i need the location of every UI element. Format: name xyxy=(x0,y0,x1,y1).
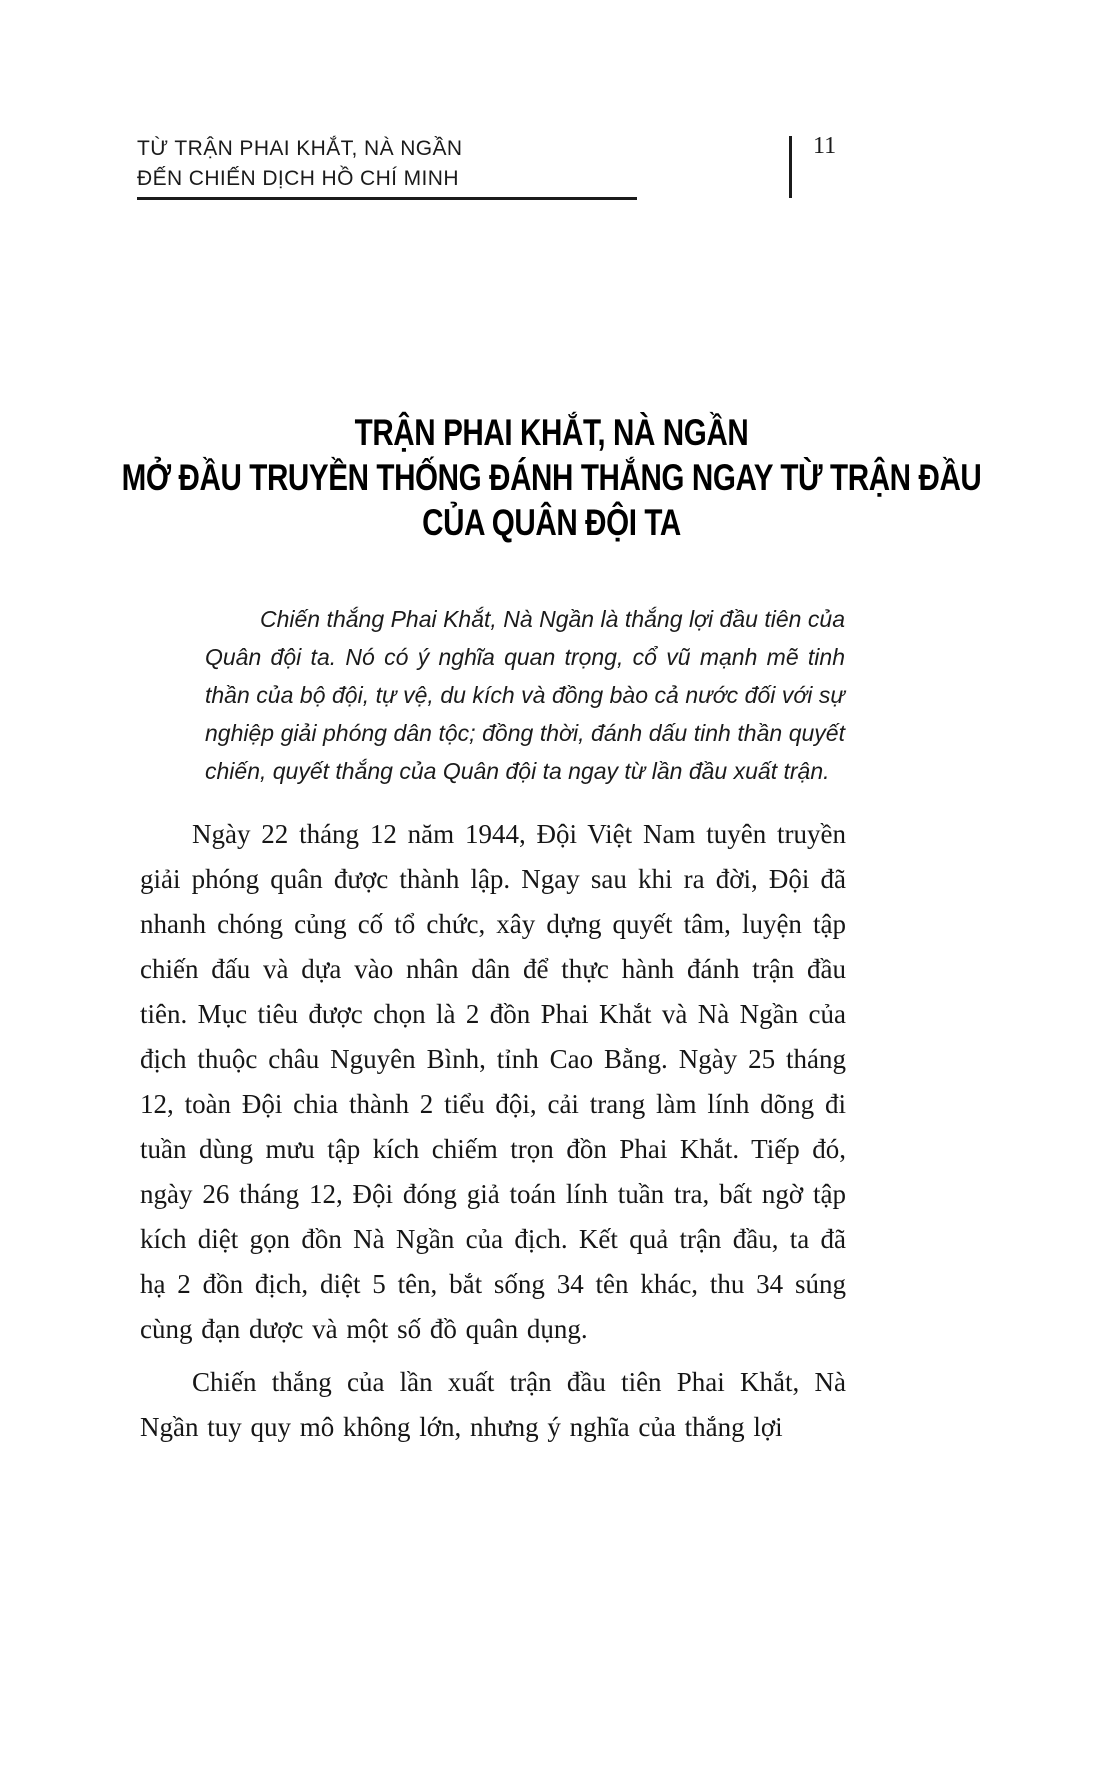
body-text xyxy=(140,812,846,1450)
chapter-title-line-3: CỦA QUÂN ĐỘI TA xyxy=(422,502,681,543)
running-head-line-1: TỪ TRẬN PHAI KHẮT, NÀ NGẦN xyxy=(137,137,463,160)
body-paragraph: Chiến thắng của lần xuất trận đầu tiên Phai Khắt, Nà Ngần tuy quy mô không lớn, nhưng ý nghĩa của thắng lợi xyxy=(140,1367,846,1442)
chapter-title-line-2: MỞ ĐẦU TRUYỀN THỐNG ĐÁNH THẮNG NGAY TỪ TRẬN ĐẦU xyxy=(121,457,982,498)
lead-paragraph: Chiến thắng Phai Khắt, Nà Ngần là thắng lợi đầu tiên của Quân đội ta. Nó có ý nghĩa quan trọng, cổ vũ mạnh mẽ tinh thần của bộ đội, tự vệ, du kích và đồng bào cả nước đối với sự nghiệp giải phóng dân tộc; đồng thời, đánh dấu tinh thần quyết chiến, quyết thắng của Quân đội ta ngay từ lần đầu xuất trận. xyxy=(205,606,845,784)
header-rule xyxy=(137,197,637,200)
running-head-line-2: ĐẾN CHIẾN DỊCH HỒ CHÍ MINH xyxy=(137,167,459,190)
running-head xyxy=(137,134,463,194)
body-paragraph: Ngày 22 tháng 12 năm 1944, Đội Việt Nam tuyên truyền giải phóng quân được thành lập. Ngay sau khi ra đời, Đội đã nhanh chóng củng cố tổ chức, xây dựng quyết tâm, luyện tập chiến đấu và dựa vào nhân dân để thực hành đánh trận đầu tiên. Mục tiêu được chọn là 2 đồn Phai Khắt và Nà Ngần của địch thuộc châu Nguyên Bình, tỉnh Cao Bằng. Ngày 25 tháng 12, toàn Đội chia thành 2 tiểu đội, cải trang làm lính dõng đi tuần dùng mưu tập kích chiếm trọn đồn Phai Khắt. Tiếp đó, ngày 26 tháng 12, Đội đóng giả toán lính tuần tra, bất ngờ tập kích diệt gọn đồn Nà Ngần của địch. Kết quả trận đầu, ta đã hạ 2 đồn địch, diệt 5 tên, bắt sống 34 tên khác, thu 34 súng cùng đạn dược và một số đồ quân dụng. xyxy=(140,819,846,1344)
page-number-separator xyxy=(789,136,792,198)
page-number: 11 xyxy=(813,133,837,159)
chapter-title-line-1: TRẬN PHAI KHẮT, NÀ NGẦN xyxy=(354,412,749,453)
chapter-title xyxy=(0,410,1103,545)
